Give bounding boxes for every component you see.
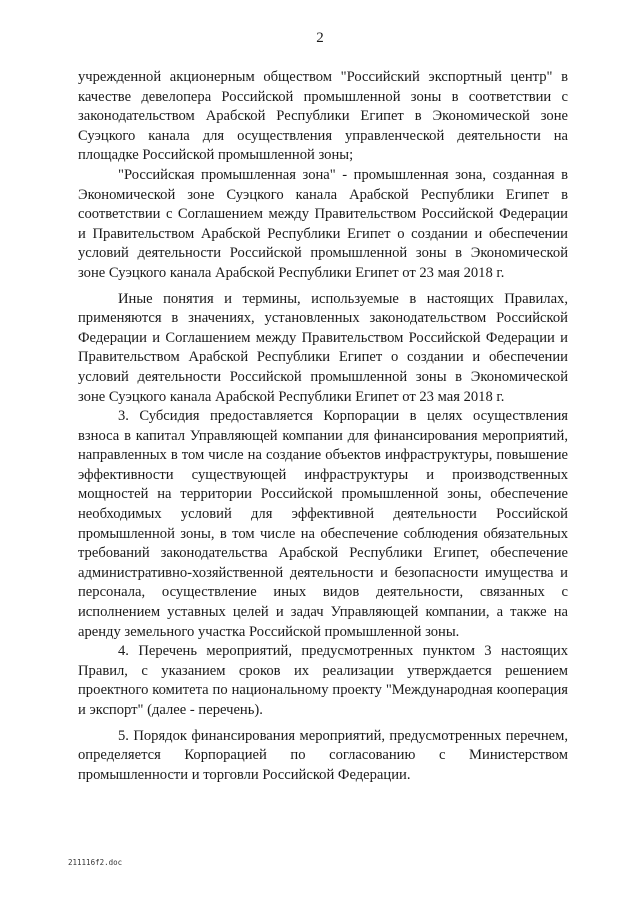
paragraph-industrial-zone-definition: "Российская промышленная зона" - промышленная зона, созданная в Экономической зоне Суэцкого канала Арабской Республики Египет в соответствии с Соглашением между Правительством Российской Федерации и Правительством Арабской Республики Египет о создании и обеспечении условий деятельности Российской промышленной зоны в Экономической зоне Суэцкого канала Арабской Республики Египет от 23 мая 2018 г. [78,166,568,281]
paragraph-item-3: 3. Субсидия предоставляется Корпорации в целях осуществления взноса в капитал Управляющей компании для финансирования мероприятий, направленных в том числе на создание объектов инфраструктуры, повышение эффективности существующей инфраструктуры и производственных мощностей на территории Российской промышленной зоны, обеспечение необходимых условий для эффективной деятельности Российской промышленной зоны, в том числе на обеспечение соблюдения обязательных требований законодательства Арабской Республики Египет, обеспечение административно-хозяйственной деятельности и безопасности имущества и персонала, осуществление иных видов деятельности, связанных с исполнением уставных целей и задач Управляющей компании, а также на аренду земельного участка Российской промышленной зоны. [78,408,568,640]
page-number: 2 [316,30,324,46]
paragraph-developer-definition: учрежденной акционерным обществом "Российский экспортный центр" в качестве девелопера Российской промышленной зоны в соответствии с законодательством Арабской Республики Египет в Экономической зоне Суэцкого канала для осуществления управленческой деятельности на площадке Российской промышленной зоны; [78,69,568,164]
document-file-code: 211116f2.doc [68,858,123,867]
document-body [78,68,568,785]
paragraph-other-terms: Иные понятия и термины, используемые в настоящих Правилах, применяются в значениях, установленных законодательством Российской Федерации и Соглашением между Правительством Российской Федерации и Правительством Арабской Республики Египет о создании и обеспечении условий деятельности Российской промышленной зоны в Экономической зоне Суэцкого канала Арабской Республики Египет от 23 мая 2018 г. [78,290,568,405]
paragraph-item-4: 4. Перечень мероприятий, предусмотренных пунктом 3 настоящих Правил, с указанием сроков их реализации утверждается решением проектного комитета по национальному проекту "Международная кооперация и экспорт" (далее - перечень). [78,643,568,718]
paragraph-item-5: 5. Порядок финансирования мероприятий, предусмотренных перечнем, определяется Корпорацией по согласованию с Министерством промышленности и торговли Российской Федерации. [78,727,568,783]
